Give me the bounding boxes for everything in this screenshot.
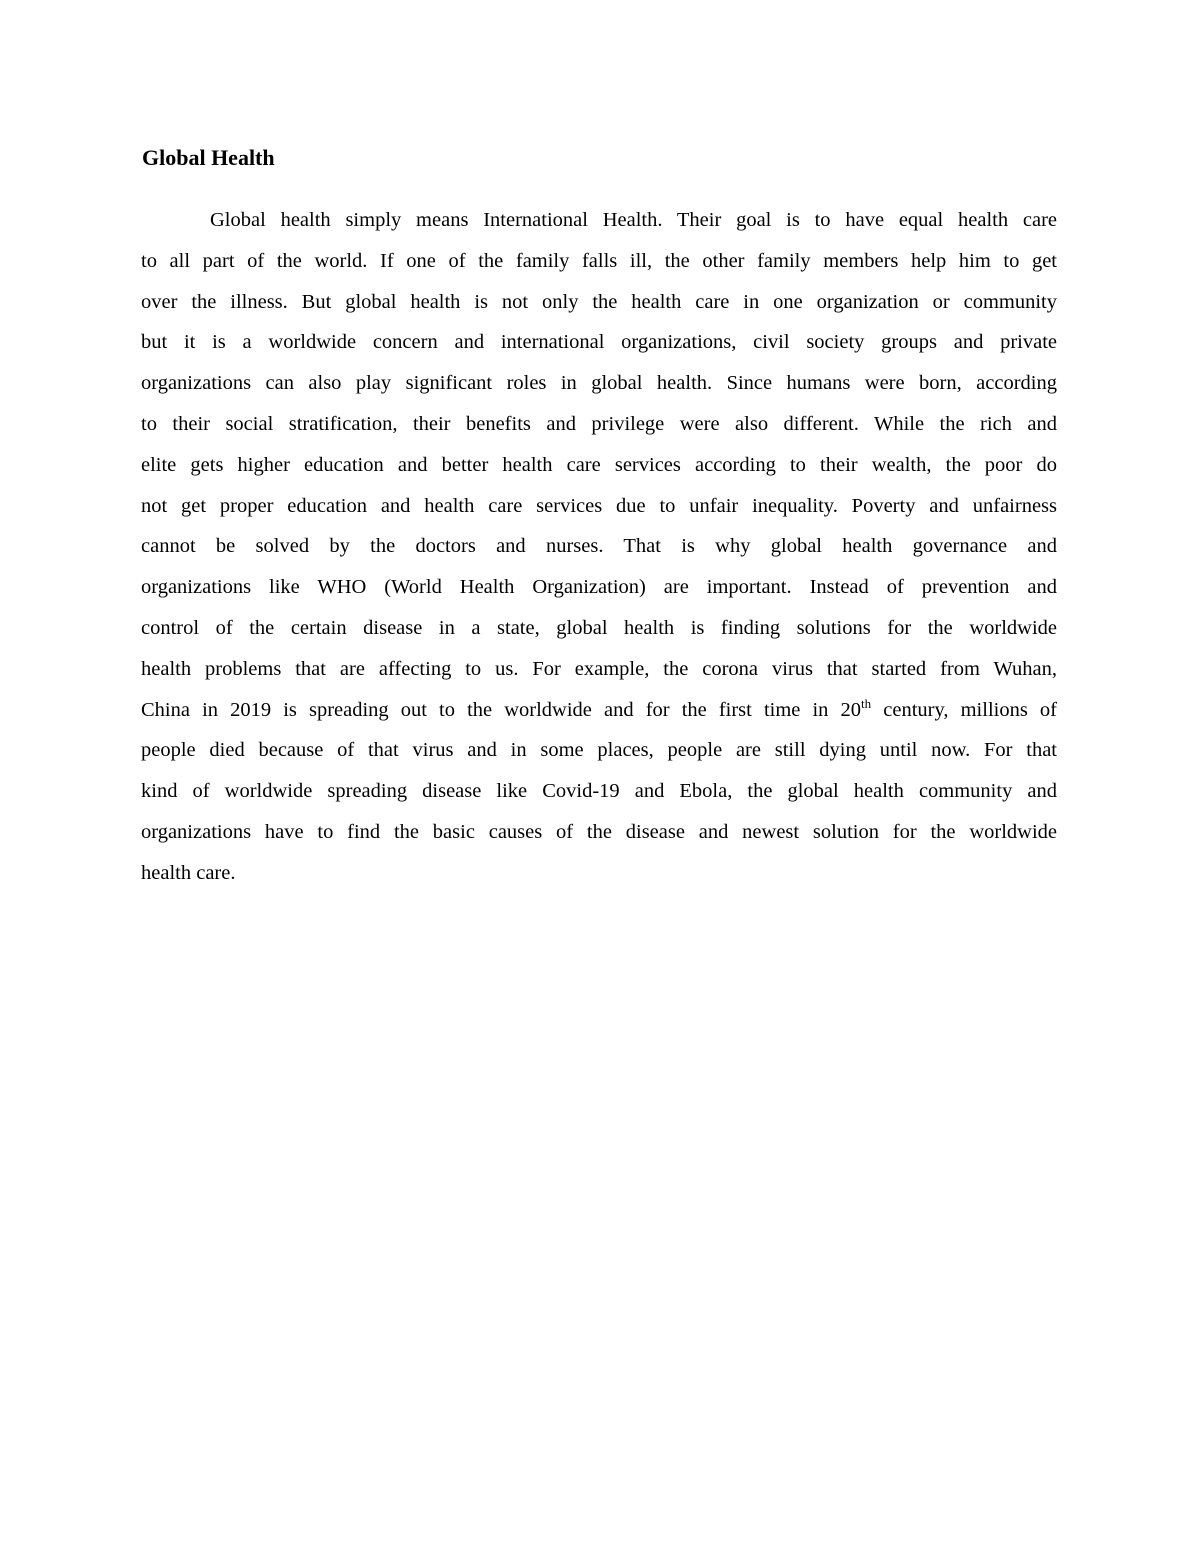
paragraph-line: not get proper education and health care services due to unfair inequality. Poverty and unfairness	[141, 494, 1057, 517]
paragraph-line: over the illness. But global health is not only the health care in one organization or community	[141, 290, 1057, 313]
paragraph-line-last: health care.	[141, 861, 236, 884]
paragraph-line: organizations can also play significant roles in global health. Since humans were born, according	[141, 372, 1057, 395]
line-text-after: century, millions of	[871, 698, 1057, 721]
paragraph-line: to their social stratification, their benefits and privilege were also different. While the rich and	[141, 412, 1057, 435]
paragraph-line: organizations have to find the basic causes of the disease and newest solution for the worldwide	[141, 820, 1057, 843]
body-paragraph	[141, 200, 1057, 894]
paragraph-line: people died because of that virus and in some places, people are still dying until now. For that	[141, 739, 1057, 762]
paragraph-line: to all part of the world. If one of the family falls ill, the other family members help him to get	[141, 249, 1057, 272]
paragraph-line: health problems that are affecting to us. For example, the corona virus that started from Wuhan,	[141, 657, 1057, 680]
ordinal-superscript: th	[861, 695, 872, 711]
paragraph-line: control of the certain disease in a state, global health is finding solutions for the worldwide	[141, 616, 1057, 639]
paragraph-line: but it is a worldwide concern and international organizations, civil society groups and private	[141, 331, 1057, 354]
document-title: Global Health	[142, 145, 275, 170]
paragraph-line: organizations like WHO (World Health Organization) are important. Instead of prevention and	[141, 576, 1057, 599]
paragraph-line: kind of worldwide spreading disease like Covid-19 and Ebola, the global health community and	[141, 780, 1057, 803]
line-text-before: China in 2019 is spreading out to the worldwide and for the first time in 20	[141, 698, 862, 721]
paragraph-line-with-superscript	[141, 690, 1057, 731]
paragraph-line: Global health simply means International Health. Their goal is to have equal health care	[210, 209, 1057, 231]
paragraph-line: cannot be solved by the doctors and nurses. That is why global health governance and	[141, 535, 1057, 558]
paragraph-line: elite gets higher education and better health care services according to their wealth, the poor do	[141, 453, 1057, 476]
